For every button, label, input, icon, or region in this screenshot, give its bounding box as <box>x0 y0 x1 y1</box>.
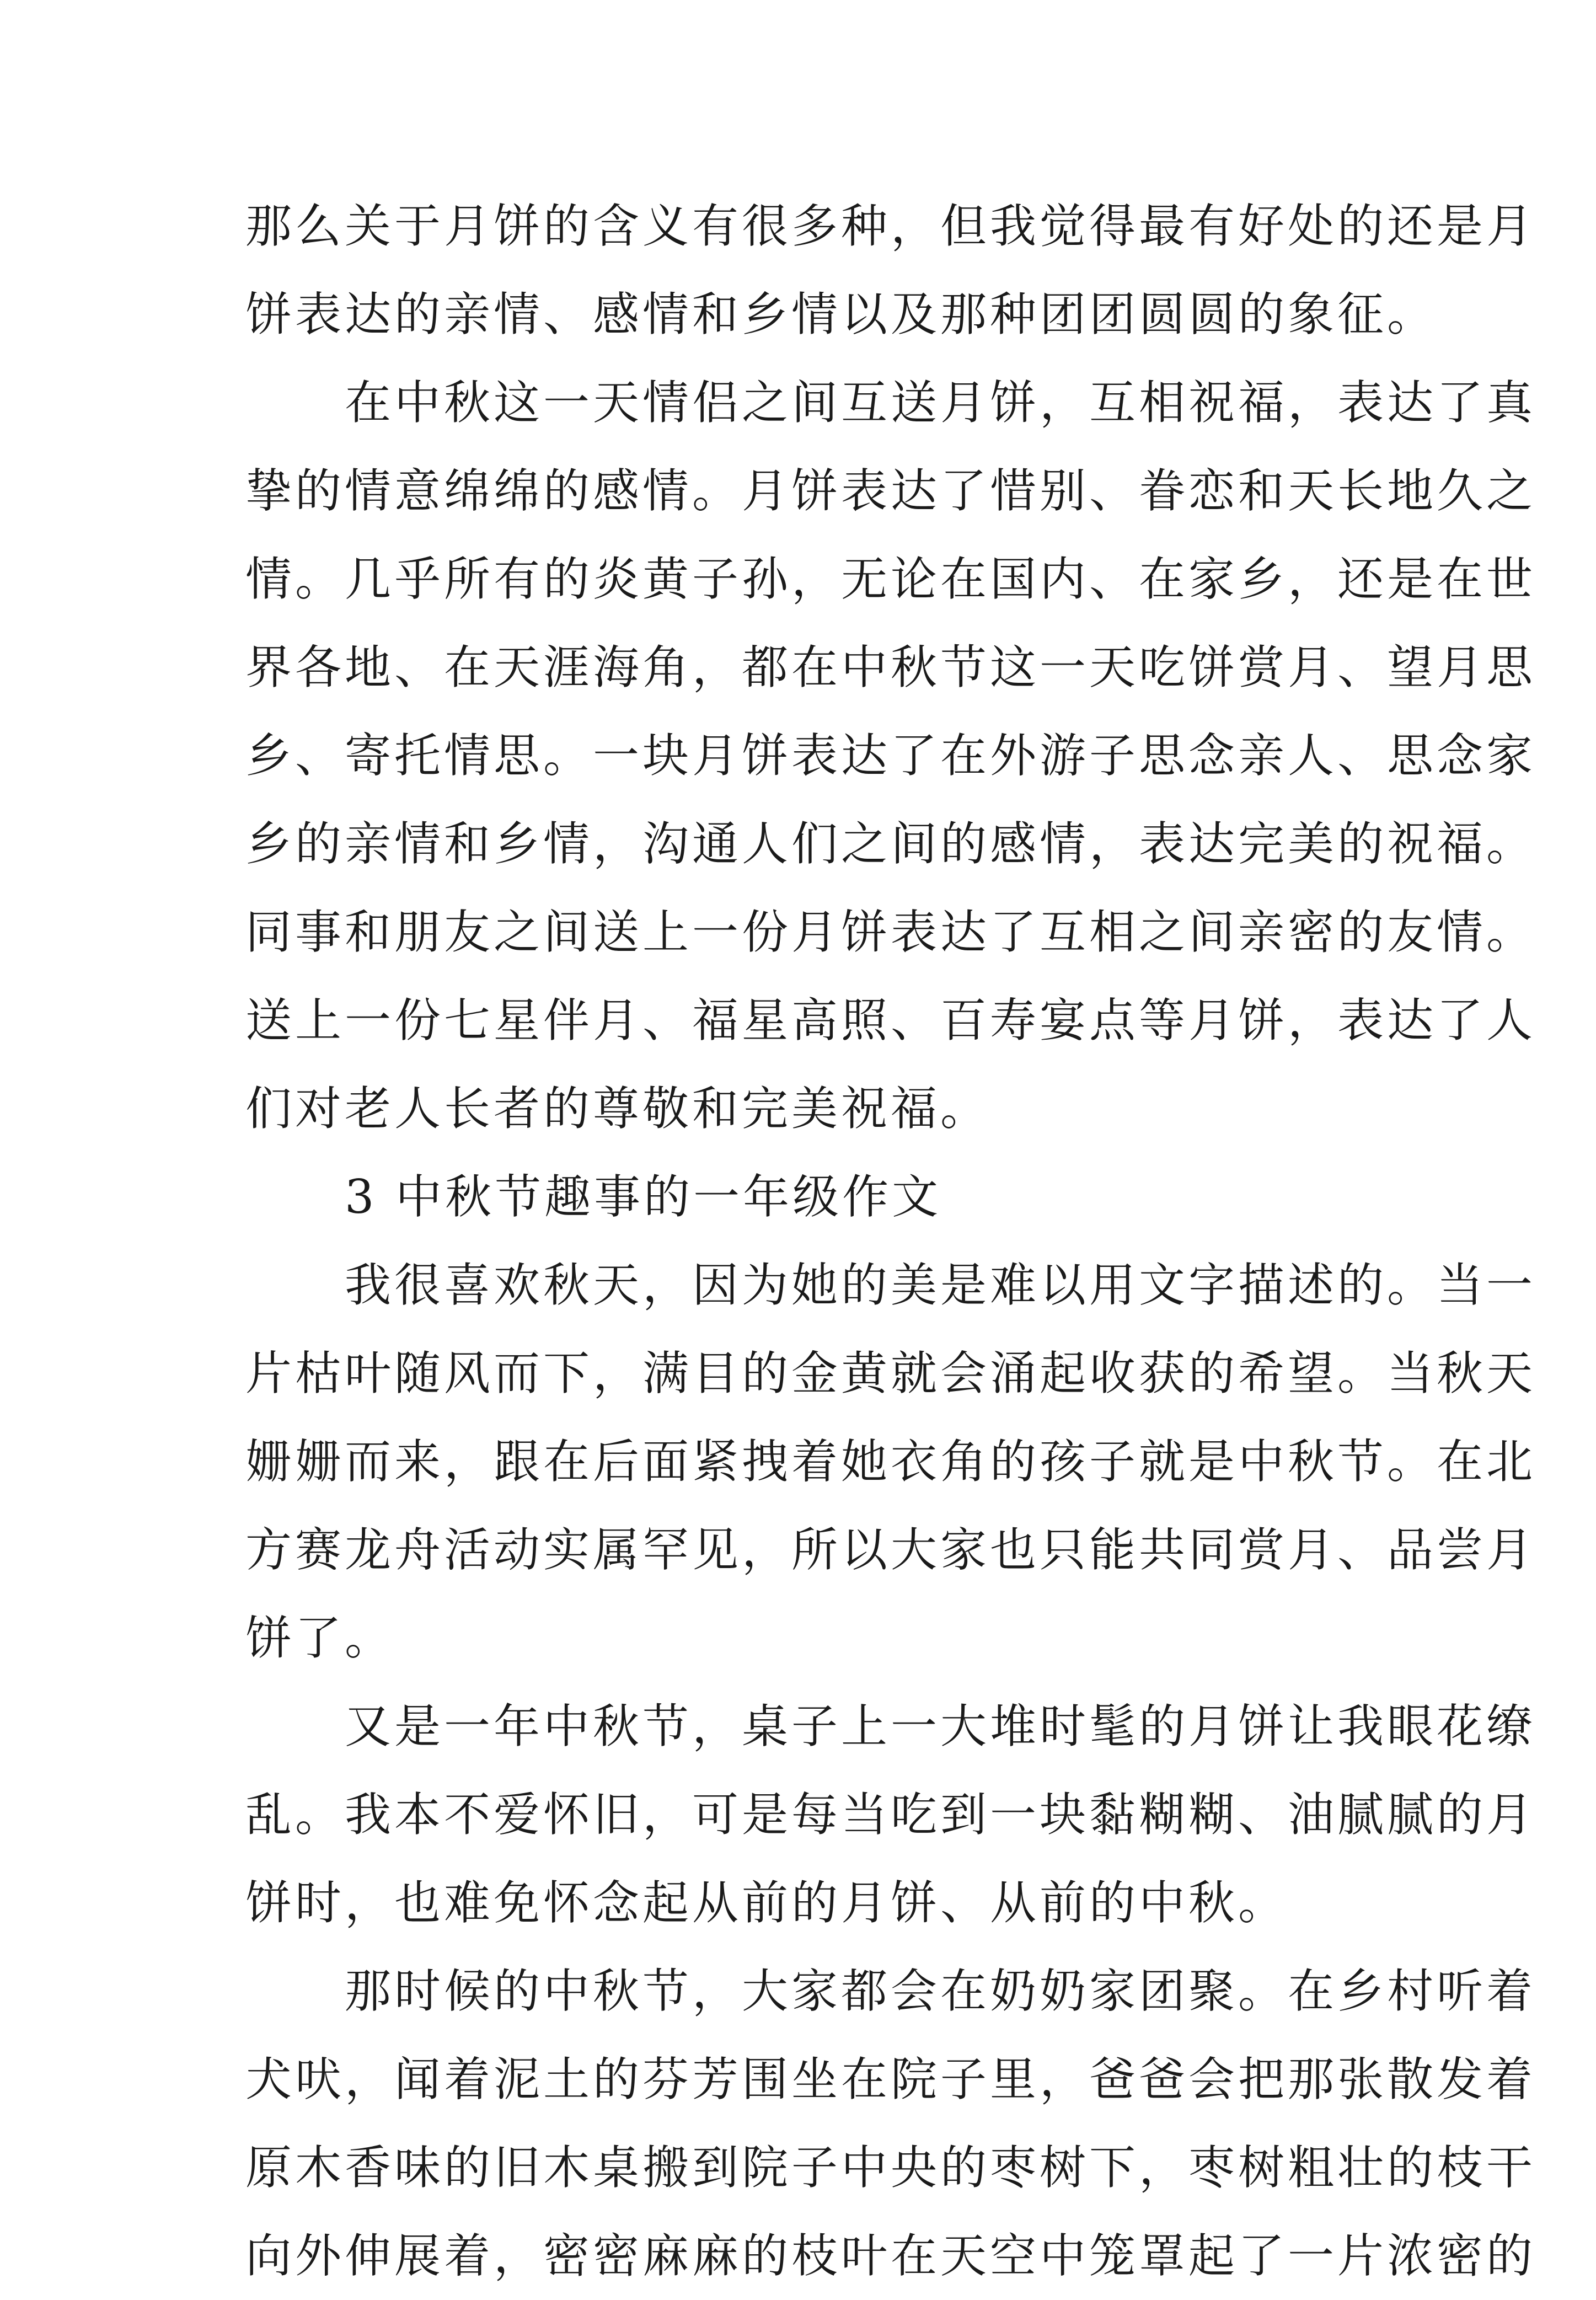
text-line: 乱。我本不爱怀旧，可是每当吃到一块黏糊糊、油腻腻的月 <box>245 1788 1536 1842</box>
text-line: 又是一年中秋节，桌子上一大堆时髦的月饼让我眼花缭 <box>245 1699 1536 1753</box>
text-line: 饼表达的亲情、感情和乡情以及那种团团圆圆的象征。 <box>245 287 1437 341</box>
text-line: 饼了。 <box>245 1611 395 1665</box>
text-line: 那时候的中秋节，大家都会在奶奶家团聚。在乡村听着 <box>245 1964 1536 2018</box>
text-line: 挚的情意绵绵的感情。月饼表达了惜别、眷恋和天长地久之 <box>245 464 1536 518</box>
essay-text <box>245 182 1536 2300</box>
text-line: 乡、寄托情思。一块月饼表达了在外游子思念亲人、思念家 <box>245 729 1536 783</box>
text-line: 原木香味的旧木桌搬到院子中央的枣树下，枣树粗壮的枝干 <box>245 2141 1536 2195</box>
text-line: 方赛龙舟活动实属罕见，所以大家也只能共同赏月、品尝月 <box>245 1523 1536 1577</box>
text-line: 在中秋这一天情侣之间互送月饼，互相祝福，表达了真 <box>245 376 1536 430</box>
text-line: 界各地、在天涯海角，都在中秋节这一天吃饼赏月、望月思 <box>245 640 1536 694</box>
text-line: 乡的亲情和乡情，沟通人们之间的感情，表达完美的祝福。 <box>245 817 1536 871</box>
text-line: 姗姗而来，跟在后面紧拽着她衣角的孩子就是中秋节。在北 <box>245 1435 1536 1489</box>
text-line: 们对老人长者的尊敬和完美祝福。 <box>245 1082 990 1136</box>
text-line: 情。几乎所有的炎黄子孙，无论在国内、在家乡，还是在世 <box>245 552 1536 606</box>
text-line: 我很喜欢秋天，因为她的美是难以用文字描述的。当一 <box>245 1258 1536 1312</box>
text-line: 片枯叶随风而下，满目的金黄就会涌起收获的希望。当秋天 <box>245 1346 1536 1400</box>
text-line: 送上一份七星伴月、福星高照、百寿宴点等月饼，表达了人 <box>245 993 1536 1047</box>
text-line: 犬吠，闻着泥土的芬芳围坐在院子里，爸爸会把那张散发着 <box>245 2052 1536 2106</box>
text-line: 向外伸展着，密密麻麻的枝叶在天空中笼罩起了一片浓密的 <box>245 2229 1536 2283</box>
text-line: 同事和朋友之间送上一份月饼表达了互相之间亲密的友情。 <box>245 905 1536 959</box>
section-heading: 3 中秋节趣事的一年级作文 <box>245 1170 942 1224</box>
text-line: 那么关于月饼的含义有很多种，但我觉得最有好处的还是月 <box>245 199 1536 253</box>
text-line: 饼时，也难免怀念起从前的月饼、从前的中秋。 <box>245 1876 1288 1930</box>
